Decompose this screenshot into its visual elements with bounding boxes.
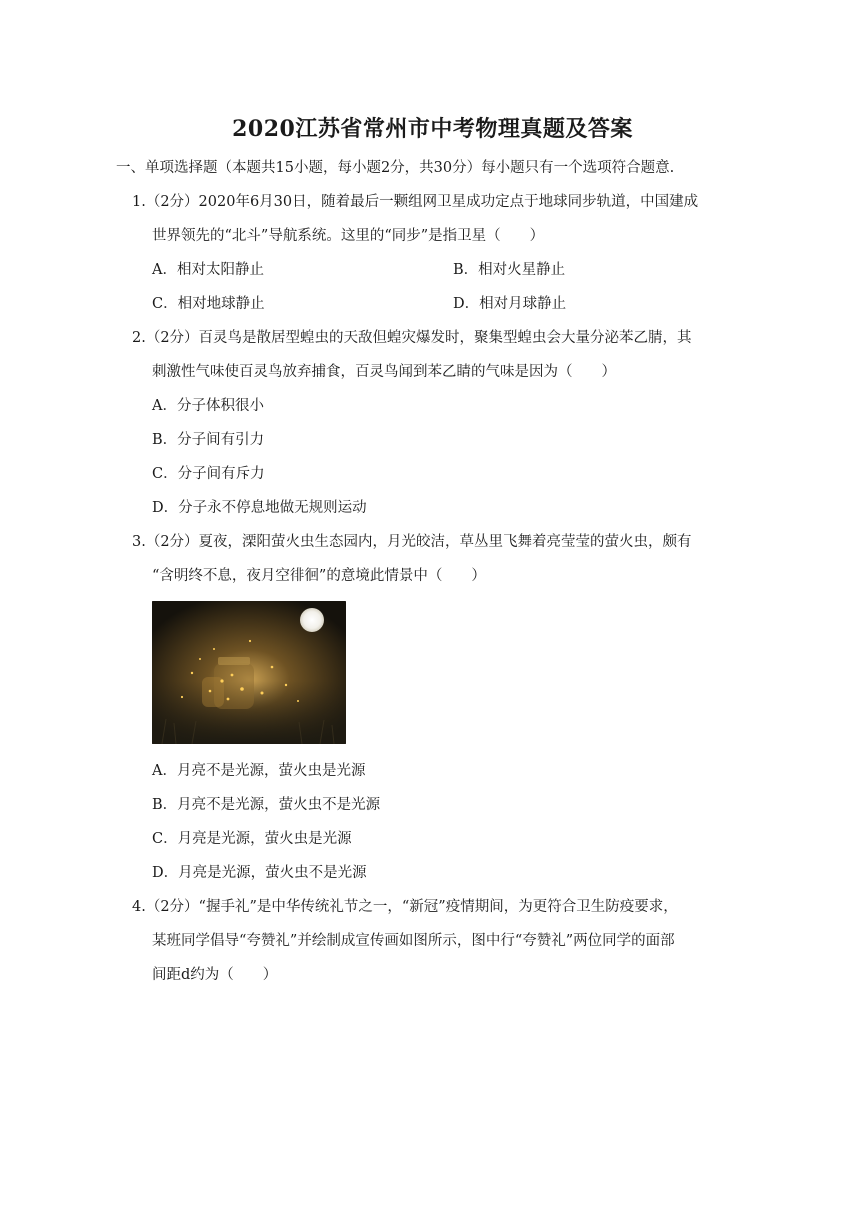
question-1-option-c: C．相对地球静止 [152,296,265,312]
question-4-stem-line-1: 4.（2分）“握手礼”是中华传统礼节之一，“新冠”疫情期间，为更符合卫生防疫要求， [132,899,678,915]
question-1-option-b: B．相对火星静止 [453,262,566,278]
question-1-stem-line-1: 1.（2分）2020年6月30日，随着最后一颗组网卫星成功定点于地球同步轨道，中国建成 [132,194,699,210]
question-1-stem-line-2: 世界领先的“北斗”导航系统。这里的“同步”是指卫星（ ） [152,228,545,244]
question-3-option-a: A．月亮不是光源，萤火虫是光源 [152,763,366,779]
section-heading: 一、单项选择题（本题共15小题，每小题2分，共30分）每小题只有一个选项符合题意. [116,160,675,176]
question-2-option-b: B．分子间有引力 [152,432,265,448]
question-3-stem-line-1: 3.（2分）夏夜，溧阳萤火虫生态园内，月光皎洁，草丛里飞舞着亮莹莹的萤火虫，颇有 [132,534,692,550]
question-2-option-a: A．分子体积很小 [152,398,264,414]
question-2-option-d: D．分子永不停息地做无规则运动 [152,500,367,516]
question-1-option-a: A．相对太阳静止 [152,262,264,278]
firefly-jar-photo [152,601,346,744]
firefly-night-scene [152,601,346,744]
question-3-option-c: C．月亮是光源，萤火虫是光源 [152,831,352,847]
question-3-option-b: B．月亮不是光源，萤火虫不是光源 [152,797,381,813]
page-title: 2020江苏省常州市中考物理真题及答案 [232,116,633,142]
question-3-stem-line-2: “含明终不息，夜月空徘徊”的意境此情景中（ ） [152,568,486,584]
question-2-stem-line-2: 刺激性气味使百灵鸟放弃捕食，百灵鸟闻到苯乙睛的气味是因为（ ） [152,364,616,380]
question-4-stem-line-3: 间距d约为（ ） [152,967,278,983]
question-4-stem-line-2: 某班同学倡导“夸赞礼”并绘制成宣传画如图所示，图中行“夸赞礼”两位同学的面部 [152,933,675,949]
question-3-option-d: D．月亮是光源，萤火虫不是光源 [152,865,367,881]
question-2-option-c: C．分子间有斥力 [152,466,265,482]
question-1-option-d: D．相对月球静止 [453,296,567,312]
question-2-stem-line-1: 2.（2分）百灵鸟是散居型蝗虫的天敌但蝗灾爆发时，聚集型蝗虫会大量分泌苯乙腈，其 [132,330,692,346]
moon-icon [300,608,324,632]
